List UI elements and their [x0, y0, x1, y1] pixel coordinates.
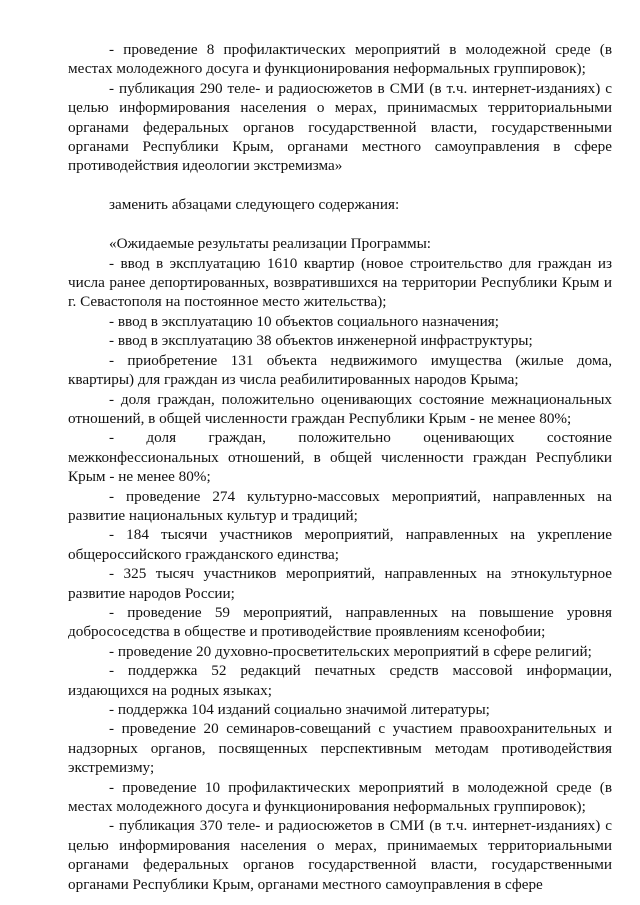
result-item: - публикация 370 теле- и радиосюжетов в СМИ (в т.ч. интернет-изданиях) с целью информирования населения о мерах, принимаемых территориальными органами федеральных органов государственной власти, государственными органами Республики Крым, органами местного самоуправления в сфере	[68, 817, 612, 893]
result-item: - проведение 274 культурно-массовых мероприятий, направленных на развитие национальных культур и традиций;	[68, 487, 612, 524]
old-paragraph-1: - проведение 8 профилактических мероприятий в молодежной среде (в местах молодежного досуга и функционирования неформальных группировок);	[68, 41, 612, 78]
result-item: - 184 тысячи участников мероприятий, направленных на укрепление общероссийского гражданского единства;	[68, 526, 612, 563]
document-page	[68, 40, 612, 894]
result-item: - ввод в эксплуатацию 38 объектов инженерной инфраструктуры;	[109, 332, 533, 350]
result-item: - ввод в эксплуатацию 1610 квартир (новое строительство для граждан из числа ранее депортированных, возвратившихся на территории Республики Крым и г. Севастополя на постоянное место жительства);	[68, 254, 612, 311]
result-item: - проведение 59 мероприятий, направленных на повышение уровня добрососедства в обществе и противодействие проявлениям ксенофобии;	[68, 603, 612, 641]
section-heading: «Ожидаемые результаты реализации Программы:	[109, 235, 431, 253]
result-item: - проведение 20 духовно-просветительских мероприятий в сфере религий;	[109, 642, 592, 660]
result-item: - поддержка 104 изданий социально значимой литературы;	[109, 701, 490, 718]
result-item: - проведение 10 профилактических мероприятий в молодежной среде (в местах молодежного досуга и функционирования неформальных группировок);	[68, 778, 612, 816]
result-item: - доля граждан, положительно оценивающих состояние межнациональных отношений, в общей численности граждан Республики Крым - не менее 80%;	[68, 390, 612, 427]
result-item: - проведение 20 семинаров-совещаний с участием правоохранительных и надзорных органов, посвященных перспективным методам противодействия экстремизму;	[68, 720, 612, 777]
old-paragraph-2: - публикация 290 теле- и радиосюжетов в СМИ (в т.ч. интернет-изданиях) с целью информирования населения о мерах, принимасмых территориальными органами федеральных органов государственной власти, государственными органами Республики Крым, органами местного самоуправления в сфере противодействия идеологии экстремизма»	[68, 79, 612, 175]
paragraph-gap	[68, 215, 612, 235]
result-item: - поддержка 52 редакций печатных средств массовой информации, издающихся на родных языках;	[68, 662, 612, 699]
result-item: - ввод в эксплуатацию 10 объектов социального назначения;	[109, 312, 500, 330]
replacement-instruction: заменить абзацами следующего содержания:	[109, 196, 400, 214]
paragraph-gap	[68, 176, 612, 196]
result-item: - 325 тысяч участников мероприятий, направленных на этнокультурное развитие народов России;	[68, 565, 612, 602]
result-item: - приобретение 131 объекта недвижимого имущества (жилые дома, квартиры) для граждан из числа реабилитированных народов Крыма;	[68, 351, 612, 389]
result-item: - доля граждан, положительно оценивающих состояние межконфессиональных отношений, в общей численности граждан Республики Крым - не менее 80%;	[68, 429, 612, 486]
